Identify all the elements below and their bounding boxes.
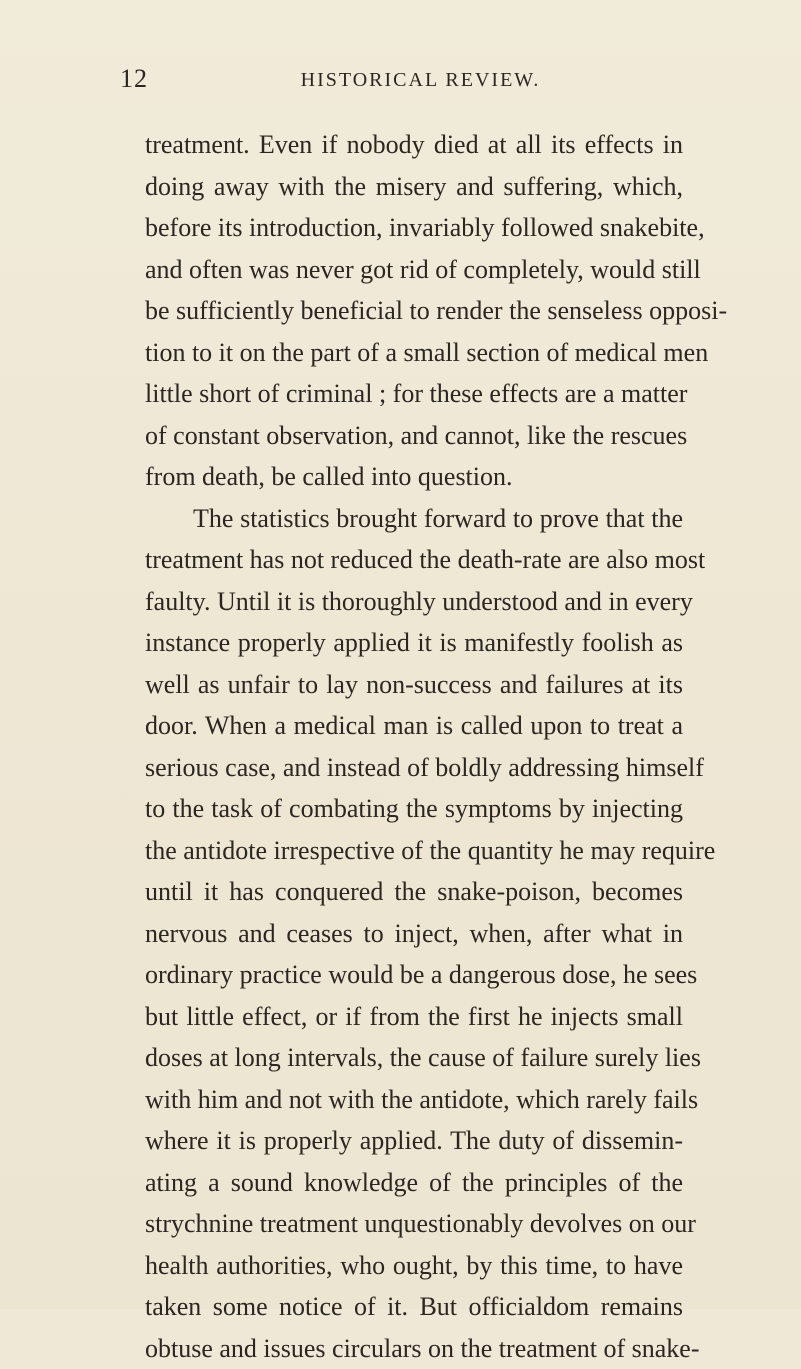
text-line: of constant observation, and cannot, like the rescues [145,415,683,457]
text-line: instance properly applied it is manifestly foolish as [145,622,683,664]
text-line: but little effect, or if from the first he injects small [145,996,683,1038]
text-line: to the task of combating the symptoms by injecting [145,788,683,830]
text-line: treatment. Even if nobody died at all its effects in [145,124,683,166]
text-line: ating a sound knowledge of the principles of the [145,1162,683,1204]
text-line: until it has conquered the snake-poison, becomes [145,871,683,913]
text-line: faulty. Until it is thoroughly understood and in every [145,581,683,623]
text-line: nervous and ceases to inject, when, after what in [145,913,683,955]
text-line: the antidote irrespective of the quantity he may require [145,830,683,872]
text-line: serious case, and instead of boldly addressing himself [145,747,683,789]
text-line: strychnine treatment unquestionably devolves on our [145,1203,683,1245]
text-line: taken some notice of it. But officialdom remains [145,1286,683,1328]
text-line: from death, be called into question. [145,456,683,498]
body-text [145,124,683,1369]
text-line: treatment has not reduced the death-rate are also most [145,539,683,581]
text-line: doing away with the misery and suffering, which, [145,166,683,208]
text-line: be sufficiently beneficial to render the senseless opposi- [145,290,683,332]
text-line: ordinary practice would be a dangerous dose, he sees [145,954,683,996]
text-line: little short of criminal ; for these effects are a matter [145,373,683,415]
text-line: tion to it on the part of a small section of medical men [145,332,683,374]
text-line: well as unfair to lay non-success and failures at its [145,664,683,706]
text-line: health authorities, who ought, by this time, to have [145,1245,683,1287]
text-line: The statistics brought forward to prove that the [145,498,683,540]
running-title: HISTORICAL REVIEW. [0,70,801,90]
text-line: doses at long intervals, the cause of failure surely lies [145,1037,683,1079]
text-line: before its introduction, invariably followed snakebite, [145,207,683,249]
text-line: obtuse and issues circulars on the treatment of snake- [145,1328,683,1369]
text-line: door. When a medical man is called upon to treat a [145,705,683,747]
text-line: with him and not with the antidote, which rarely fails [145,1079,683,1121]
page-number: 12 [120,66,148,92]
text-line: and often was never got rid of completely, would still [145,249,683,291]
text-line: where it is properly applied. The duty of dissemin- [145,1120,683,1162]
